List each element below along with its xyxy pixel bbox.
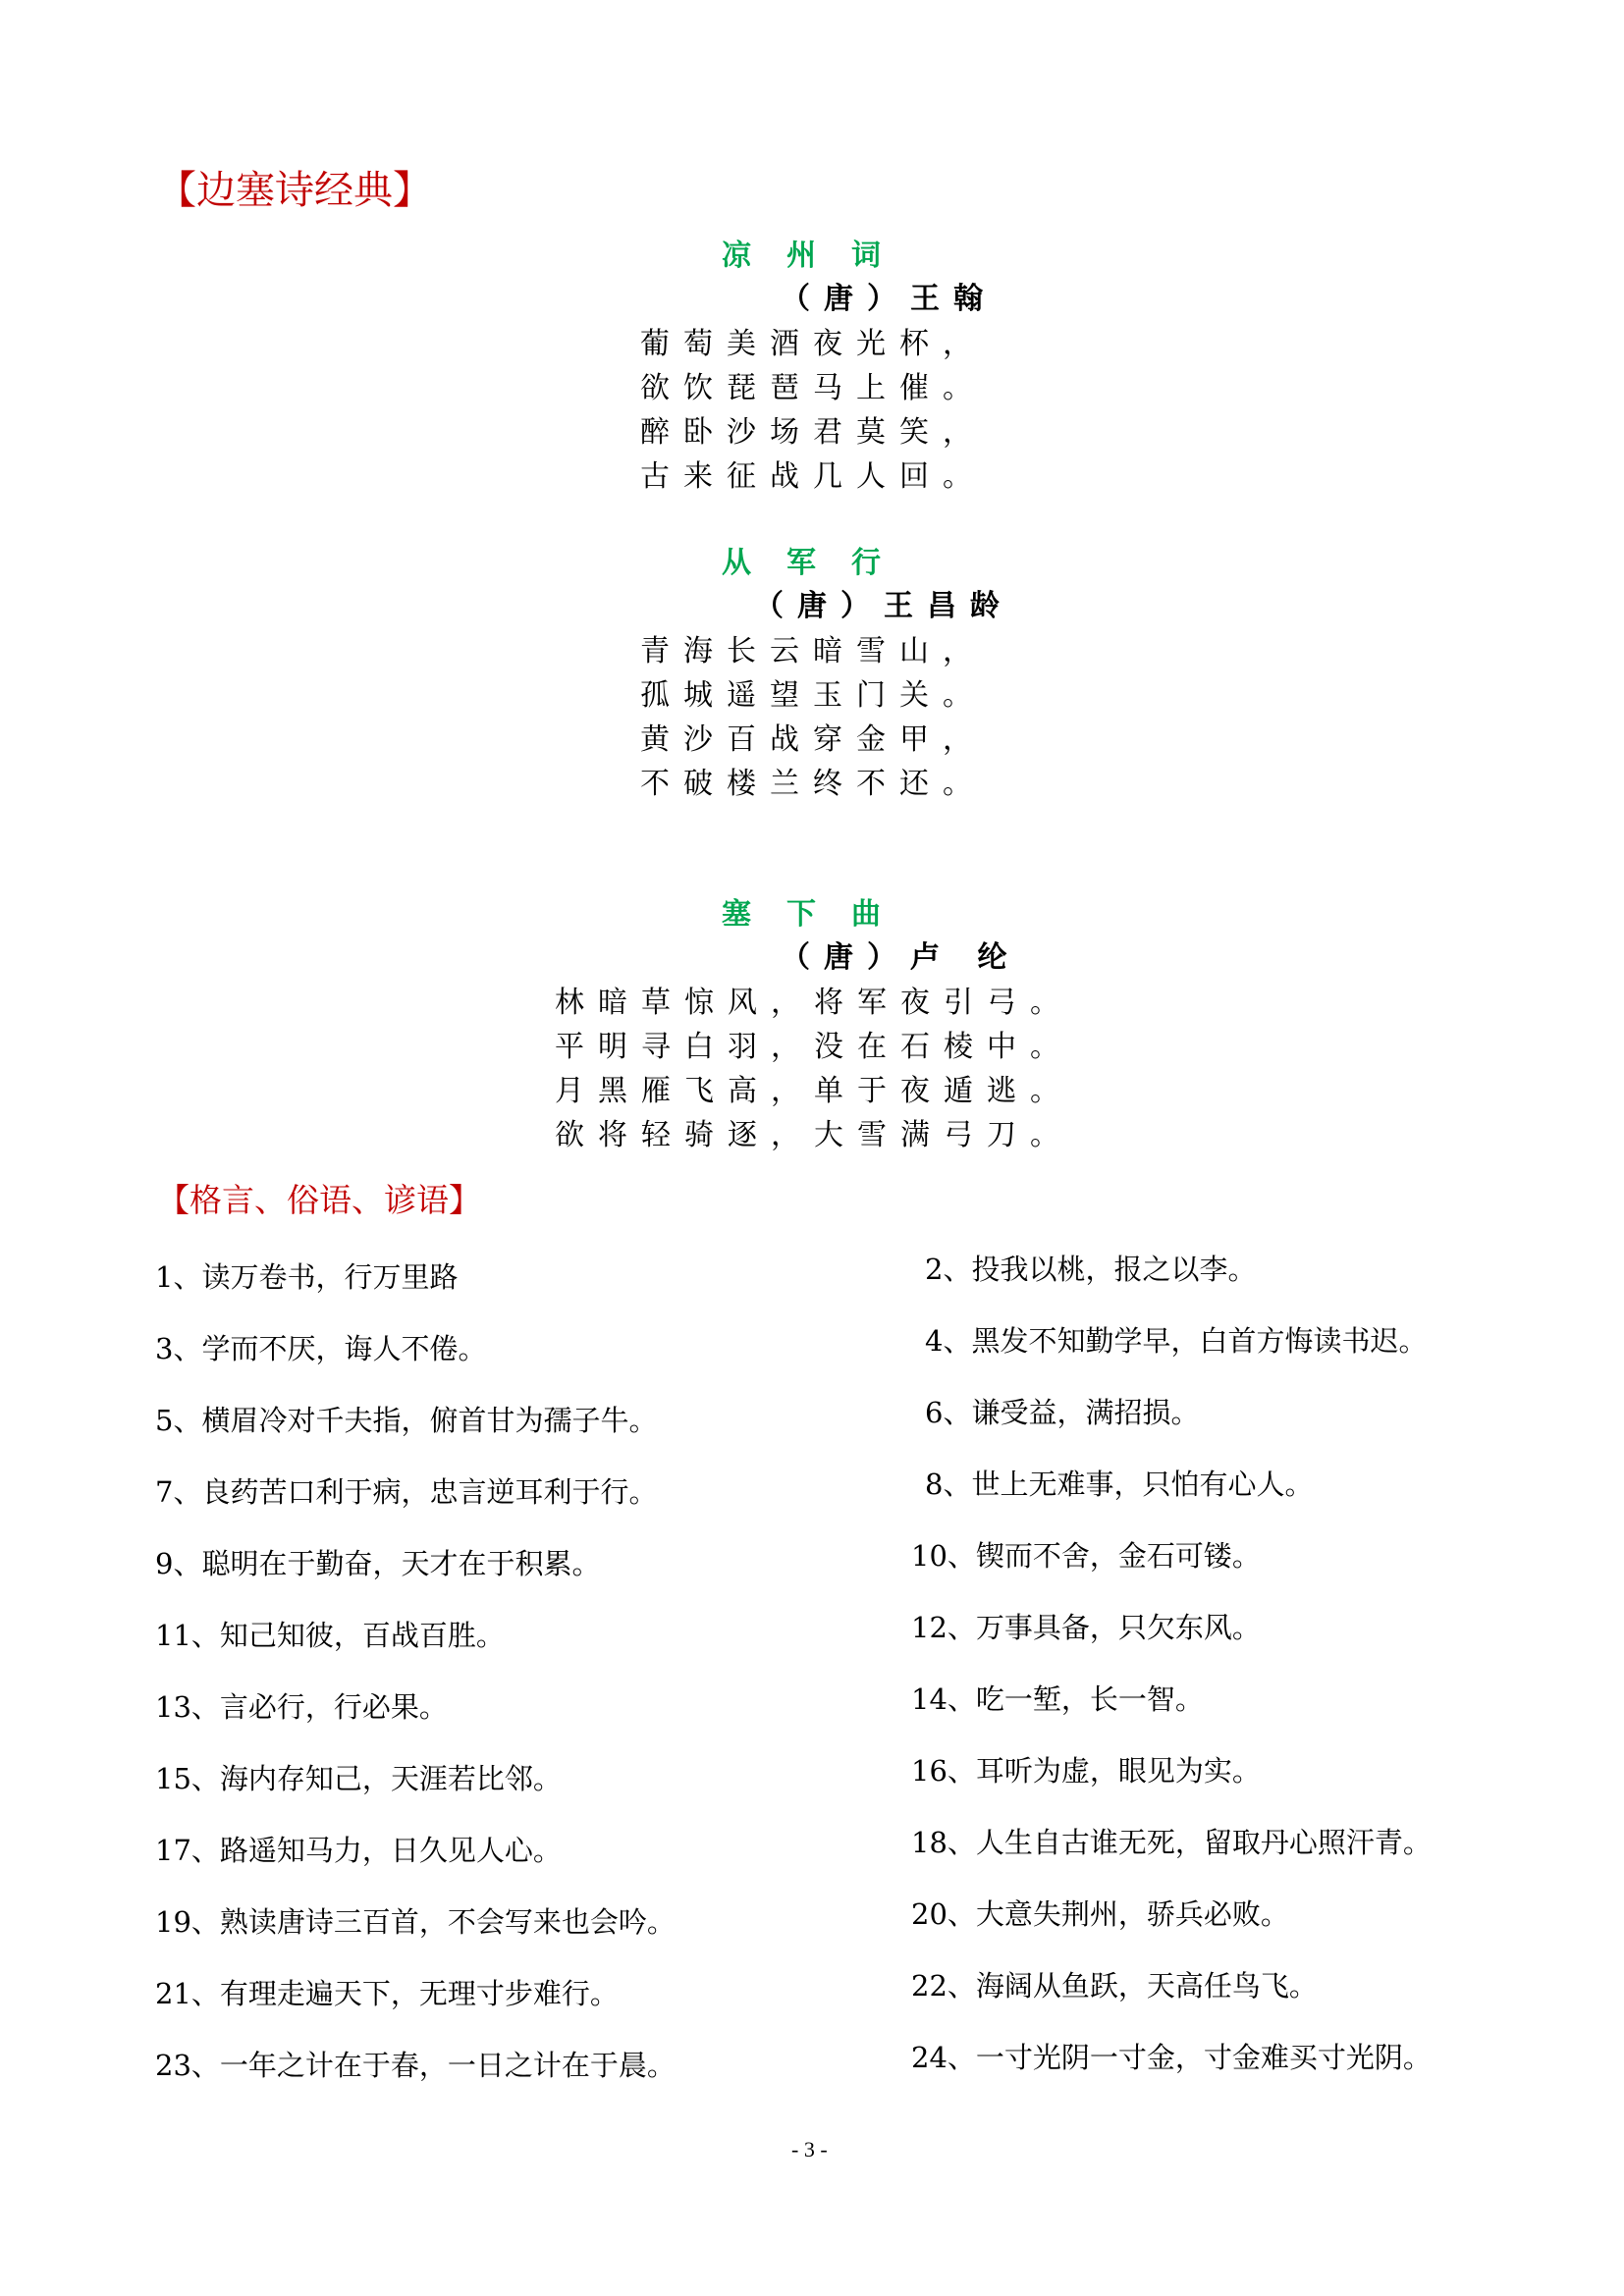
poem-line: 孤城遥望玉门关。 <box>640 678 986 713</box>
proverb-item: 21、有理走遍天下，无理寸步难行。 <box>155 1977 619 2010</box>
proverb-item: 18、人生自古谁无死，留取丹心照汗青。 <box>911 1826 1432 1859</box>
poem-line: 林暗草惊风，将军夜引弓。 <box>555 986 1073 1020</box>
proverb-item: 15、海内存知己，天涯若比邻。 <box>155 1762 562 1795</box>
proverb-item: 22、海阔从鱼跃，天高任鸟飞。 <box>911 1969 1318 2002</box>
poem-line: 欲饮琵琶马上催。 <box>640 371 986 405</box>
section-title-proverbs: 【格言、俗语、谚语】 <box>157 1181 481 1219</box>
proverb-item: 11、知己知彼，百战百胜。 <box>155 1619 505 1652</box>
poem-line: 黄沙百战穿金甲， <box>640 722 986 757</box>
proverb-item: 20、大意失荆州，骄兵必败。 <box>911 1897 1289 1931</box>
proverb-item: 24、一寸光阴一寸金，寸金难买寸光阴。 <box>911 2041 1432 2074</box>
poem-title: 凉州词 <box>722 239 916 273</box>
poem-author: （唐）卢 纶 <box>781 940 1021 975</box>
poem-line: 平明寻白羽，没在石棱中。 <box>555 1030 1073 1064</box>
poem-title: 从军行 <box>722 546 916 580</box>
poem-line: 月黑雁飞高，单于夜遁逃。 <box>555 1074 1073 1108</box>
poem-line: 欲将轻骑逐，大雪满弓刀。 <box>555 1118 1073 1152</box>
proverb-item: 13、言必行，行必果。 <box>155 1690 448 1724</box>
poem-line: 青海长云暗雪山， <box>640 634 986 668</box>
proverb-item: 2、投我以桃，报之以李。 <box>925 1253 1257 1286</box>
proverb-item: 8、世上无难事，只怕有心人。 <box>925 1468 1314 1501</box>
poem-body <box>640 322 986 499</box>
poem-line: 葡萄美酒夜光杯， <box>640 327 986 361</box>
proverb-item: 4、黑发不知勤学早，白首方悔读书迟。 <box>925 1324 1428 1358</box>
proverb-item: 17、路遥知马力，日久见人心。 <box>155 1834 562 1867</box>
section-title-frontier-poems: 【边塞诗经典】 <box>157 168 432 213</box>
poem-line: 不破楼兰终不还。 <box>640 767 986 801</box>
proverb-item: 1、读万卷书，行万里路 <box>155 1260 459 1294</box>
proverb-item: 10、锲而不舍，金石可镂。 <box>911 1539 1261 1573</box>
proverb-item: 7、良药苦口利于病，忠言逆耳利于行。 <box>155 1475 658 1509</box>
proverb-item: 12、万事具备，只欠东风。 <box>911 1611 1261 1644</box>
poem-line: 古来征战几人回。 <box>640 459 986 494</box>
poem-body <box>640 629 986 806</box>
proverb-item: 3、学而不厌，诲人不倦。 <box>155 1332 487 1365</box>
page-number: - 3 - <box>791 2137 828 2162</box>
poem-title: 塞下曲 <box>722 897 916 932</box>
proverb-item: 14、吃一堑，长一智。 <box>911 1682 1204 1716</box>
proverb-item: 23、一年之计在于春，一日之计在于晨。 <box>155 2049 676 2082</box>
poem-author: （唐）王翰 <box>781 282 997 316</box>
poem-author: （唐）王昌龄 <box>754 589 1013 623</box>
proverb-item: 19、熟读唐诗三百首，不会写来也会吟。 <box>155 1905 676 1939</box>
proverb-item: 5、横眉冷对千夫指，俯首甘为孺子牛。 <box>155 1404 658 1437</box>
proverb-item: 6、谦受益，满招损。 <box>925 1396 1200 1429</box>
proverb-item: 16、耳听为虚，眼见为实。 <box>911 1754 1261 1788</box>
poem-line: 醉卧沙场君莫笑， <box>640 415 986 450</box>
poem-body <box>555 981 1073 1157</box>
proverb-item: 9、聪明在于勤奋，天才在于积累。 <box>155 1547 601 1580</box>
